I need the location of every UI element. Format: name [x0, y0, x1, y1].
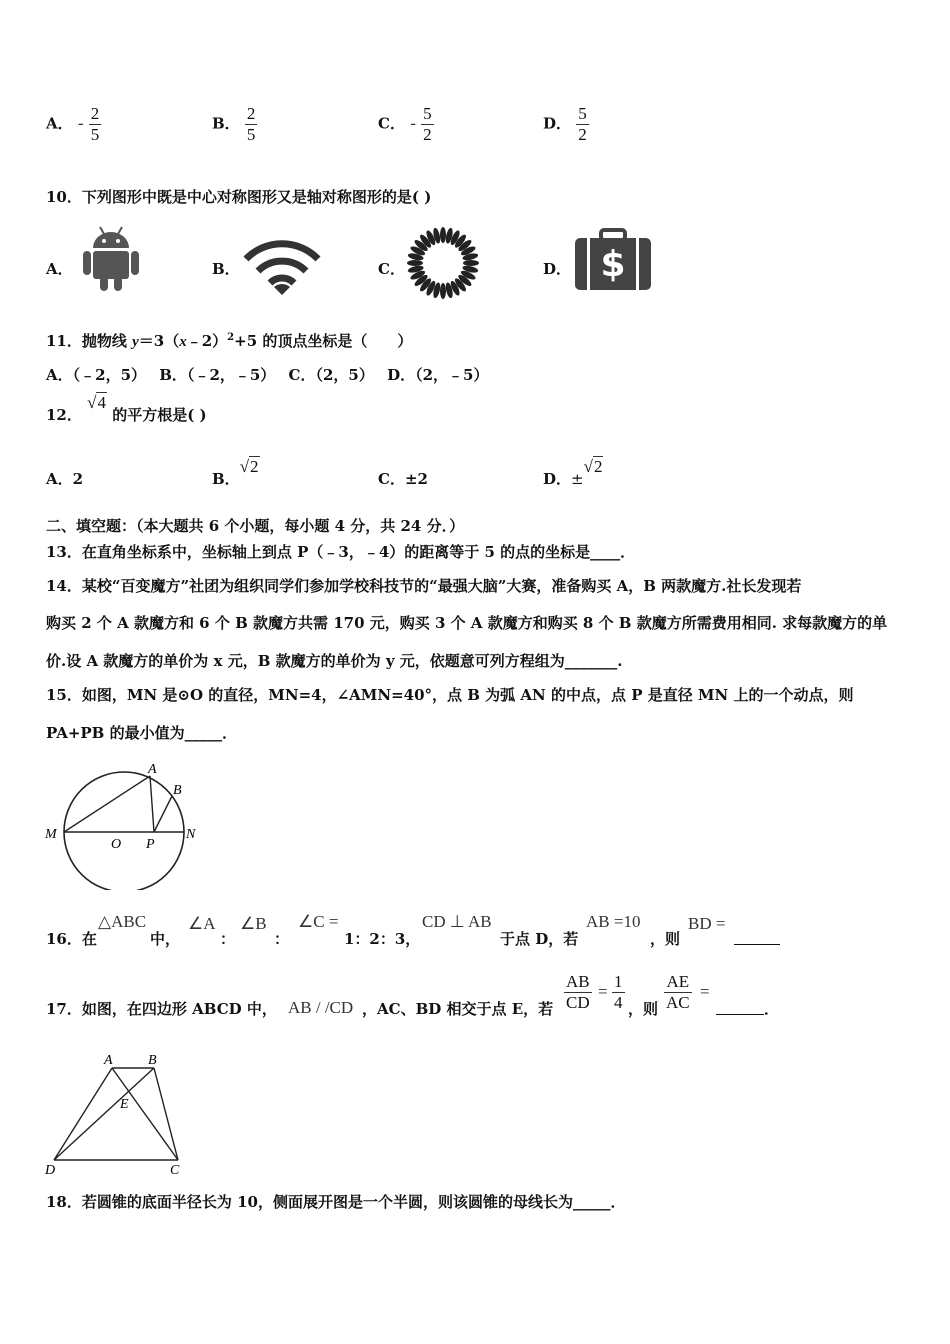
q9-option-a: [46, 104, 101, 145]
var-x: x: [179, 334, 187, 350]
q12-option-c: [378, 468, 428, 489]
android-robot-icon: [82, 224, 140, 292]
q12-number: 12．: [46, 406, 82, 424]
wifi-icon: [241, 235, 323, 297]
q16-text: [46, 912, 946, 948]
bd-equals: BD =: [688, 914, 726, 933]
q16-then: ，则: [650, 930, 681, 948]
sqrt-2: √2: [239, 457, 259, 476]
q10-option-a-label: A．: [46, 260, 73, 278]
segment-ma: [64, 776, 150, 832]
numerator: 5: [578, 104, 587, 123]
fraction: [421, 104, 434, 145]
denominator: AC: [666, 993, 690, 1012]
angle-ratio: 1：2：3，: [344, 930, 421, 948]
triangle-abc: △ABC: [98, 912, 147, 931]
numerator: AB: [566, 972, 590, 991]
q11-text: [46, 330, 412, 351]
fraction-1-4: [612, 972, 625, 1013]
equals: =: [700, 982, 710, 1001]
q15-line2: PA+PB 的最小值为_____．: [46, 724, 238, 742]
trapezoid-diagram: [40, 1050, 190, 1178]
option-value: （2，﹣5）: [415, 366, 489, 384]
sunburst-icon: [403, 226, 483, 300]
option-label: B．: [159, 366, 187, 384]
denominator: CD: [566, 993, 590, 1012]
option-label: B．: [212, 114, 240, 133]
q16-mid: 中，: [150, 930, 181, 948]
svg-text:$: $: [600, 244, 626, 285]
q11-tail: +5 的顶点坐标是（ ）: [234, 332, 413, 350]
fraction-ab-cd: [564, 972, 592, 1013]
sunburst-ray: [440, 283, 446, 299]
radicand: 2: [593, 457, 603, 476]
numerator: 2: [246, 104, 256, 123]
answer-blank: [716, 998, 764, 1015]
q10-option-d-label: D．: [543, 260, 572, 278]
option-label: C．: [378, 114, 405, 133]
numerator: AE: [664, 972, 692, 993]
ab-equals-10: AB =10: [586, 912, 641, 931]
colon-2: ：: [274, 930, 290, 948]
var-y: y: [132, 334, 139, 350]
q17-mid: ，AC、BD 相交于点 E，若: [362, 1000, 554, 1018]
option-value: ±2: [404, 470, 428, 488]
option-label: D．: [543, 114, 572, 133]
equals: =: [598, 982, 608, 1001]
q10-option-b-label: B．: [212, 260, 240, 278]
q17-number: 17．如图，在四边形 ABCD 中，: [46, 1000, 277, 1018]
fraction: [89, 104, 102, 145]
option-label: D．: [543, 470, 572, 488]
q17-then: ，则: [628, 1000, 659, 1018]
label-o: O: [111, 837, 122, 852]
radicand: 4: [97, 393, 106, 412]
denominator: 5: [90, 125, 100, 144]
option-label: B．: [212, 470, 240, 488]
option-label: D．: [387, 366, 416, 384]
numerator: 5: [423, 104, 432, 123]
sunburst-ray: [407, 260, 423, 266]
q11-prefix: 11．抛物线: [46, 332, 133, 350]
denominator: 4: [614, 993, 623, 1012]
q11-rest: ﹣2）: [186, 332, 228, 350]
label-a: A: [148, 762, 157, 777]
side-bc: [154, 1068, 178, 1160]
angle-c: ∠C =: [298, 912, 339, 931]
ab-parallel-cd: AB / /CD: [288, 998, 354, 1017]
denominator: 2: [423, 125, 432, 144]
q17-text: [46, 968, 946, 1020]
sqrt-4: √4: [87, 393, 106, 412]
period: ．: [764, 1000, 780, 1018]
q14-line3: 价.设 A 款魔方的单价为 x 元，B 款魔方的单价为 y 元，依题意可列方程组为_______.: [46, 652, 623, 670]
q16-foot: 于点 D，若: [500, 930, 579, 948]
sign: -: [77, 113, 84, 133]
q9-option-d: [543, 104, 589, 145]
denominator: 2: [578, 125, 587, 144]
label-d: D: [45, 1163, 56, 1178]
q12-text: [46, 393, 207, 425]
q12-tail: 的平方根是( ): [112, 406, 207, 424]
section-heading: 二、填空题：（本大题共 6 个小题，每小题 4 分，共 24 分．）: [46, 517, 465, 535]
option-value: （﹣2，5）: [72, 366, 147, 384]
fraction: [245, 104, 258, 145]
fraction-ae-ac: [664, 972, 692, 1013]
q16-number: 16．在: [46, 930, 97, 948]
sunburst-ray: [463, 260, 479, 266]
circle-o: [64, 772, 184, 890]
fraction: [576, 104, 589, 145]
label-b: B: [173, 783, 182, 798]
q9-option-b: [212, 104, 257, 145]
label-c: C: [170, 1163, 180, 1178]
radicand: 2: [250, 457, 259, 476]
label-b: B: [148, 1053, 157, 1068]
plus-minus: ±: [571, 470, 584, 488]
q12-option-a: [46, 468, 83, 489]
option-label: C．: [288, 366, 316, 384]
denominator: 5: [246, 125, 256, 144]
option-value: （2，5）: [315, 366, 374, 384]
circle-diagram: [44, 760, 200, 890]
q11-options: [46, 364, 489, 385]
label-m: M: [45, 827, 57, 842]
diagonal-ac: [112, 1068, 178, 1160]
answer-blank: [734, 928, 780, 945]
label-e: E: [120, 1097, 129, 1112]
colon-1: ：: [220, 930, 236, 948]
numerator: 2: [90, 104, 100, 123]
segment-pb: [154, 796, 172, 832]
q11-eq: ＝3（: [138, 332, 180, 350]
option-label: A．: [46, 470, 73, 488]
angle-a: ∠A: [188, 914, 216, 933]
option-label: C．: [378, 470, 405, 488]
label-a: A: [104, 1053, 113, 1068]
option-value: （﹣2，﹣5）: [186, 366, 276, 384]
numerator: 1: [614, 972, 623, 991]
q13-text: 13．在直角坐标系中，坐标轴上到点 P（﹣3，﹣4）的距离等于 5 的点的坐标是____．: [46, 543, 636, 561]
label-p: P: [146, 837, 155, 852]
sign: -: [410, 113, 416, 133]
exponent: 2: [227, 332, 235, 343]
q10-text: 10．下列图形中既是中心对称图形又是轴对称图形的是( ): [46, 188, 432, 206]
label-n: N: [186, 827, 196, 842]
q9-option-c: [378, 104, 434, 145]
angle-b: ∠B: [240, 914, 267, 933]
money-bag-icon: [573, 228, 653, 292]
q15-line1: 15．如图，MN 是⊙O 的直径，MN=4，∠AMN=40°，点 B 为弧 AN 的中点，点 P 是直径 MN 上的一个动点，则: [46, 686, 854, 704]
sqrt-2: √2: [583, 457, 603, 476]
q18-text: 18．若圆锥的底面半径长为 10，侧面展开图是一个半圆，则该圆锥的母线长为_____．: [46, 1193, 626, 1211]
q14-line1: 14．某校“百变魔方”社团为组织同学们参加学校科技节的“最强大脑”大赛，准备购买 A，B 两款魔方.社长发现若: [46, 577, 802, 595]
option-label: A．: [46, 114, 73, 133]
q14-line2: 购买 2 个 A 款魔方和 6 个 B 款魔方共需 170 元，购买 3 个 A 款魔方和购买 8 个 B 款魔方所需费用相同. 求每款魔方的单: [46, 614, 888, 632]
cd-perp-ab: CD ⊥ AB: [422, 912, 492, 931]
q12-option-b: [212, 457, 260, 488]
segment-pa: [150, 776, 154, 832]
sunburst-ray: [440, 227, 446, 243]
option-value: 2: [72, 470, 84, 488]
q10-option-c-label: C．: [378, 260, 405, 278]
q12-option-d: [543, 457, 603, 488]
option-label: A．: [46, 366, 73, 384]
